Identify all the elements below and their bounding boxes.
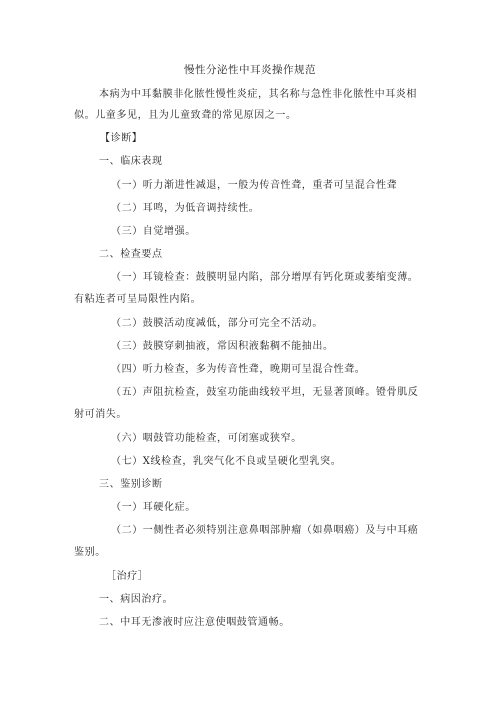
differential-item-2-line-2: 鉴别。 — [74, 547, 106, 558]
exam-item-7: （七）X线检查，乳突气化不良或呈硬化型乳突。 — [111, 456, 342, 467]
section-heading-differential: 三、鉴别诊断 — [99, 479, 163, 490]
clinical-item-3: （三）自觉增强。 — [111, 226, 196, 237]
exam-item-1-line-1: （一）耳镜检查：鼓膜明显内陷，部分增厚有钙化斑或萎缩变薄。 — [111, 272, 419, 283]
exam-item-6: （六）咽鼓管功能检查，可闭塞或狭窄。 — [111, 433, 302, 444]
intro-line-2: 似。儿童多见，且为儿童致聋的常见原因之一。 — [74, 110, 297, 121]
section-heading-clinical: 一、临床表现 — [99, 156, 163, 167]
exam-item-3: （三）鼓膜穿刺抽液，常因积液黏稠不能抽出。 — [111, 341, 334, 352]
clinical-item-2: （二）耳鸣，为低音调持续性。 — [111, 203, 260, 214]
document-title: 慢性分泌性中耳炎操作规范 — [184, 64, 316, 76]
exam-item-5-line-1: （五）声阻抗检查，鼓室功能曲线较平坦，无显著顶峰。镫骨肌反 — [111, 387, 419, 398]
diagnosis-heading: 【诊断】 — [100, 133, 143, 144]
differential-item-1: （一）耳硬化症。 — [111, 502, 196, 513]
treatment-item-1: 一、病因治疗。 — [99, 594, 174, 605]
clinical-item-1: （一）听力渐进性减退，一般为传音性聋，重者可呈混合性聋 — [111, 180, 398, 191]
treatment-item-2: 二、中耳无渗液时应注意使咽鼓管通畅。 — [99, 617, 290, 628]
differential-item-2-line-1: （二）一侧性者必须特别注意鼻咽部肿瘤（如鼻咽癌）及与中耳癌 — [111, 525, 419, 536]
exam-item-4: （四）听力检查，多为传音性聋，晚期可呈混合性聋。 — [111, 364, 366, 375]
exam-item-5-line-2: 射可消失。 — [74, 409, 127, 420]
intro-line-1: 本病为中耳黏膜非化脓性慢性炎症，其名称与急性非化脓性中耳炎相 — [99, 89, 417, 100]
section-heading-exam: 二、检查要点 — [99, 249, 163, 260]
treatment-heading: ［治疗］ — [106, 571, 149, 582]
exam-item-2: （二）鼓膜活动度减低，部分可完全不活动。 — [111, 318, 323, 329]
exam-item-1-line-2: 有粘连者可呈局限性内陷。 — [74, 294, 202, 305]
